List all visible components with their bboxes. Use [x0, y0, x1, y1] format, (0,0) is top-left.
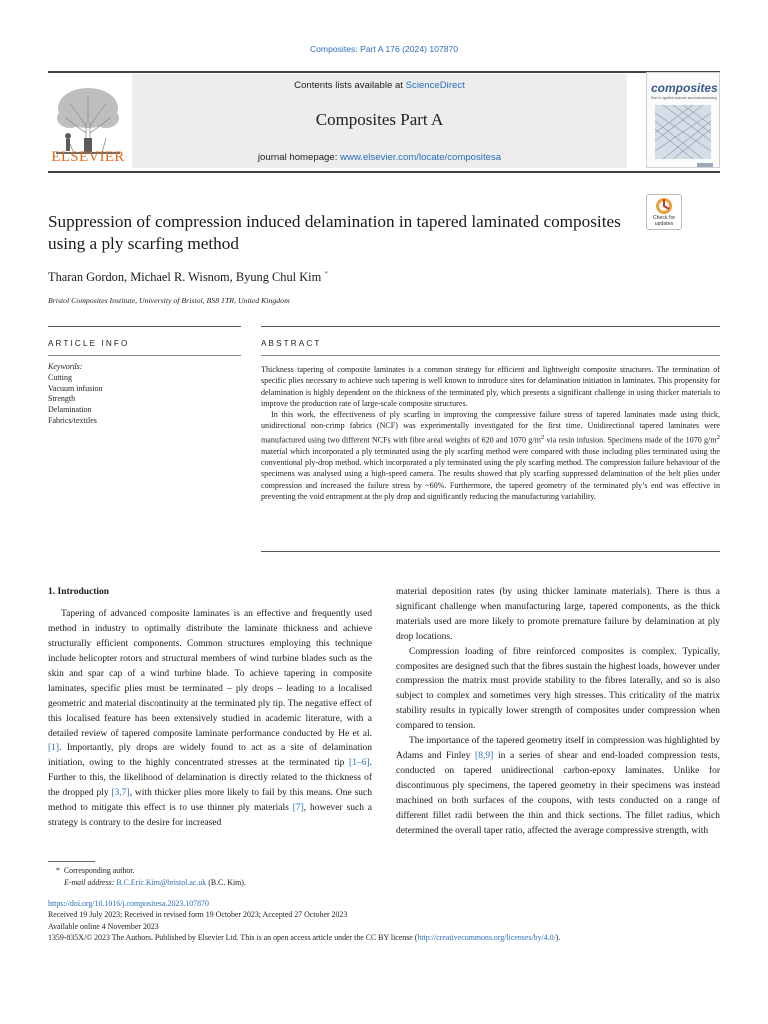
reference-link[interactable]: [7]: [292, 803, 304, 814]
section-heading: 1. Introduction: [48, 587, 110, 597]
cover-logo: composites: [651, 81, 718, 95]
article-info-heading: ARTICLE INFO: [48, 339, 130, 348]
abstract-rule-2: [261, 355, 720, 356]
reference-link[interactable]: [8,9]: [475, 750, 494, 761]
keyword-item: Cutting: [48, 372, 73, 382]
author-list: Tharan Gordon, Michael R. Wisnom, Byung Chul Kim *: [48, 270, 328, 285]
affiliation: Bristol Composites Institute, University of Bristol, BS8 1TR, United Kingdom: [48, 296, 290, 305]
received-dates: Received 19 July 2023; Received in revised form 19 October 2023; Accepted 27 October 2023: [48, 910, 348, 920]
masthead-rule-top: [48, 71, 720, 73]
sciencedirect-link[interactable]: ScienceDirect: [405, 80, 465, 91]
cover-subtitle: Part A: applied science and manufacturing: [651, 96, 717, 100]
keyword-item: Vacuum infusion: [48, 383, 103, 393]
article-info-rule-2: [48, 355, 241, 356]
journal-homepage-link[interactable]: www.elsevier.com/locate/compositesa: [340, 152, 502, 163]
keyword-item: Delamination: [48, 405, 92, 415]
footnote-rule: [48, 861, 95, 862]
reference-link[interactable]: [3,7]: [111, 788, 130, 799]
email-note: E-mail address: B.C.Eric.Kim@bristol.ac.uk (B.C. Kim).: [64, 877, 246, 887]
author-name[interactable]: Byung Chul Kim: [235, 270, 322, 285]
journal-citation[interactable]: Composites: Part A 176 (2024) 107870: [309, 44, 459, 54]
online-date: Available online 4 November 2023: [48, 921, 159, 931]
body-paragraph: material deposition rates (by using thicker laminate materials). There is thus a significant challenge when manufacturing large, tapered components, as the thick materials used are more likely to promote premature failure by delamination at ply drop locations.: [396, 587, 720, 642]
corresponding-author-mark[interactable]: *: [324, 270, 328, 278]
corresponding-author-note: * Corresponding author.: [56, 866, 135, 875]
check-for-updates-button[interactable]: [646, 194, 682, 230]
body-paragraph: Tapering of advanced composite laminates is an effective and frequently used method in industry to optimally distribute the laminate thickness and achieve structurally efficient components. Common structures employing this technique include helicopter rotors and structural members of wind turbine blades such as the skin and spar cap of a wind turbine blade. To achieve tapering in composite laminates, specific plies must be terminated – ply drops – leading to a localised geometric and material discontinuity at the terminated ply tip. The negative effect of this localised feature has been extensively studied in academic literature, with a detailed review of tapered composite laminate performance conducted by He et al. [1]. Importantly, ply drops are widely found to act as a site of delamination initiation, owing to the highly concentrated stresses at the terminated tip [1–6]. Further to this, the likelihood of delamination is directly related to the thickness of the dropped ply [3,7], with thicker plies more likely to fail by this means. One such method to mitigate this effect is to use thinner ply materials [7], however such a strategy is contrary to the desire for increased: [48, 609, 372, 828]
body-paragraph: Compression loading of fibre reinforced composites is complex. Typically, composites are designed such that the fibres sustain the highest loads, however under compression the matrix must provide stability to the fibres laterally, and so is also subject to complex and sometimes very high stresses. This criticality of the matrix stability results in typically lower strength of composites under compression when compared to tension.: [396, 646, 720, 732]
journal-info-box: [132, 74, 627, 168]
body-column-right: [396, 585, 720, 838]
abstract-paragraph: Thickness tapering of composite laminates is a common strategy for efficient and lightweight composite structures. The termination of specific plies necessary to achieve such tapering is well known to introduce sites for delamination initiation in laminates. This propensity for delamination is highly dependent on the thickness of the terminated ply, which presents a significant challenge in using thicker materials to improve the production rate of large-scale composite structures.: [261, 365, 720, 408]
journal-title: Composites Part A: [315, 110, 444, 129]
license-link[interactable]: http://creativecommons.org/licenses/by/4.0/: [417, 933, 556, 943]
abstract-text: [261, 364, 720, 502]
crossmark-label: Check for updates: [652, 215, 676, 227]
body-column-left: [48, 585, 372, 831]
abstract-heading: ABSTRACT: [261, 339, 322, 348]
journal-cover-thumbnail[interactable]: [646, 72, 720, 168]
body-paragraph: The importance of the tapered geometry itself in compression was highlighted by Adams and Finley [8,9] in a series of shear and end-loaded compression tests, conducted on tapered unidirectional carbon-epoxy laminates. Unlike for discontinuous ply specimens, the tapered geometry in their specimens was instead machined on both surfaces of the coupons, with tests conducted on a range of different fillet radii between the thin and thick sections. The fillet radius, which determined the overall taper ratio, affected the average compressive strength, with: [396, 736, 720, 836]
keywords-list: [48, 362, 238, 427]
reference-link[interactable]: [1–6]: [349, 758, 370, 769]
masthead-rule-bottom: [48, 171, 720, 173]
footnotes: [48, 865, 720, 888]
masthead: [48, 70, 720, 173]
cover-image-icon: [647, 103, 720, 168]
keyword-item: Fabrics/textiles: [48, 415, 97, 425]
reference-link[interactable]: [1]: [48, 743, 60, 754]
abstract-bottom-rule: [261, 551, 720, 552]
abstract-paragraph: In this work, the effectiveness of ply scarfing in improving the compressive failure stress of tapered laminates made using thick, unidirectional non-crimp fabrics (NCF) was experimentally investigated for the first time. Unidirectional tapered laminates were manufactured using two different NCFs with fibre areal weights of 620 and 1070 $g/m^2$ via resin infusion. Specimens made of the 1070 $g/m^2$ material which incorporated a ply terminated using the ply scarfing method were compared with those including plies terminated using the conventional ply-drop method. which incorporated a ply terminated using the ply scarfing method. The compression failure behaviour of the specimens was analysed using a high-speed camera. The results showed that ply scarfing suppressed delamination of the belt plies under compression and increased the failure stress by ~60%. Furthermore, the tapered geometry of the terminated ply’s end was effective in preventing the void entrapment at the ply drop and significantly reducing the manufacturing variability.: [261, 410, 720, 501]
article-info-rule: [48, 326, 241, 327]
crossmark-icon: [647, 196, 681, 216]
author-name[interactable]: Tharan Gordon: [48, 270, 125, 285]
journal-homepage-line: journal homepage: www.elsevier.com/locate/compositesa: [257, 152, 502, 163]
publisher-name: ELSEVIER: [51, 149, 125, 165]
license-line: 1359-835X/© 2023 The Authors. Published by Elsevier Ltd. This is an open access article under the CC BY license (http://creativecommons.org/licenses/by/4.0/).: [48, 933, 561, 943]
article-metadata: [48, 898, 728, 944]
article-title: Suppression of compression induced delamination in tapered laminated composites using a ply scarfing method: [48, 212, 621, 253]
author-email-link[interactable]: B.C.Eric.Kim@bristol.ac.uk: [116, 877, 207, 887]
keywords-label: Keywords:: [48, 362, 83, 371]
keyword-item: Strength: [48, 394, 76, 404]
doi-link[interactable]: https://doi.org/10.1016/j.compositesa.2023.107870: [48, 899, 209, 908]
contents-line: Contents lists available at ScienceDirect: [294, 80, 465, 91]
abstract-rule: [261, 326, 720, 327]
author-name[interactable]: Michael R. Wisnom: [130, 270, 230, 285]
